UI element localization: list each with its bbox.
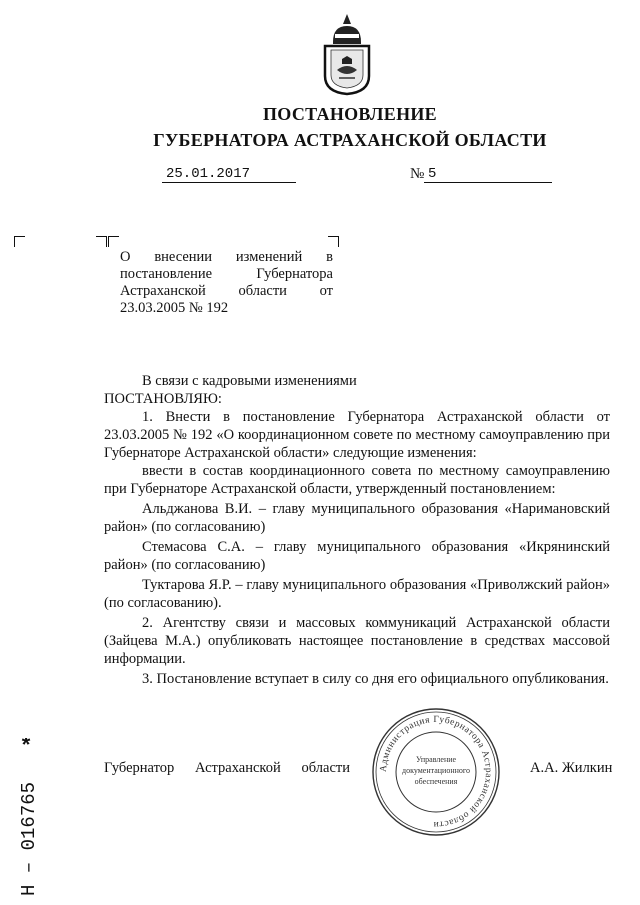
- form-serial-number: [6, 738, 46, 898]
- body-item-1: 1. Внести в постановление Губернатора Астраханской области от 23.03.2005 № 192 «О координационном совете по местному самоуправлению при Губернаторе Астраханской области» следующие изменения:: [104, 409, 610, 461]
- body-person-1: Альджанова В.И. – главу муниципального образования «Наримановский район» (по согласованию): [104, 501, 610, 535]
- stamp-outer-text: Администрация Губернатора Астраханской области: [378, 714, 494, 830]
- stamp-inner-line: документационного: [402, 766, 470, 775]
- corner-mark: [328, 236, 339, 247]
- signatory-name: А.А. Жилкин: [530, 760, 613, 776]
- signature-position: [104, 760, 350, 777]
- body-person-2: Стемасова С.А. – главу муниципального образования «Икрянинский район» (по согласованию): [104, 539, 610, 573]
- stamp-inner-line: обеспечения: [414, 777, 458, 786]
- document-subject: О внесении изменений в постановление Губернатора Астраханской области от 23.03.2005 № 192: [120, 249, 333, 316]
- body-intro: В связи с кадровыми изменениями: [142, 373, 357, 389]
- body-person-3: Туктарова Я.Р. – главу муниципального образования «Приволжский район» (по согласованию).: [104, 577, 610, 611]
- document-date: 25.01.2017: [162, 166, 296, 183]
- coat-of-arms-emblem: [321, 12, 373, 96]
- corner-mark: [96, 236, 107, 247]
- document-number: 5: [424, 166, 552, 183]
- body-item-3: 3. Постановление вступает в силу со дня его официального опубликования.: [142, 671, 609, 687]
- body-item-2: 2. Агентству связи и массовых коммуникаций Астраханской области (Зайцева М.А.) опубликовать настоящее постановление в средствах массовой информации.: [104, 615, 610, 667]
- corner-mark: [108, 236, 119, 247]
- corner-mark: [14, 236, 25, 247]
- number-label: №: [410, 166, 425, 182]
- signature-position-word: Губернатор: [104, 760, 175, 776]
- serial-number-text: Н – 016765: [18, 781, 40, 896]
- body-item-1-sub: ввести в состав координационного совета по местному самоуправлению при Губернаторе Астраханской области, утвержденный постановлением:: [104, 463, 610, 497]
- stamp-inner-line: Управление: [415, 755, 457, 764]
- official-stamp: [370, 706, 502, 838]
- document-title: ПОСТАНОВЛЕНИЕ: [263, 104, 437, 124]
- serial-asterisk: *: [21, 738, 31, 757]
- signature-position-word: Астраханской: [194, 760, 281, 776]
- document-body: [104, 372, 610, 688]
- body-decree: ПОСТАНОВЛЯЮ:: [104, 391, 222, 407]
- document-issuer: ГУБЕРНАТОРА АСТРАХАНСКОЙ ОБЛАСТИ: [153, 130, 547, 150]
- signature-position-word: области: [301, 760, 350, 776]
